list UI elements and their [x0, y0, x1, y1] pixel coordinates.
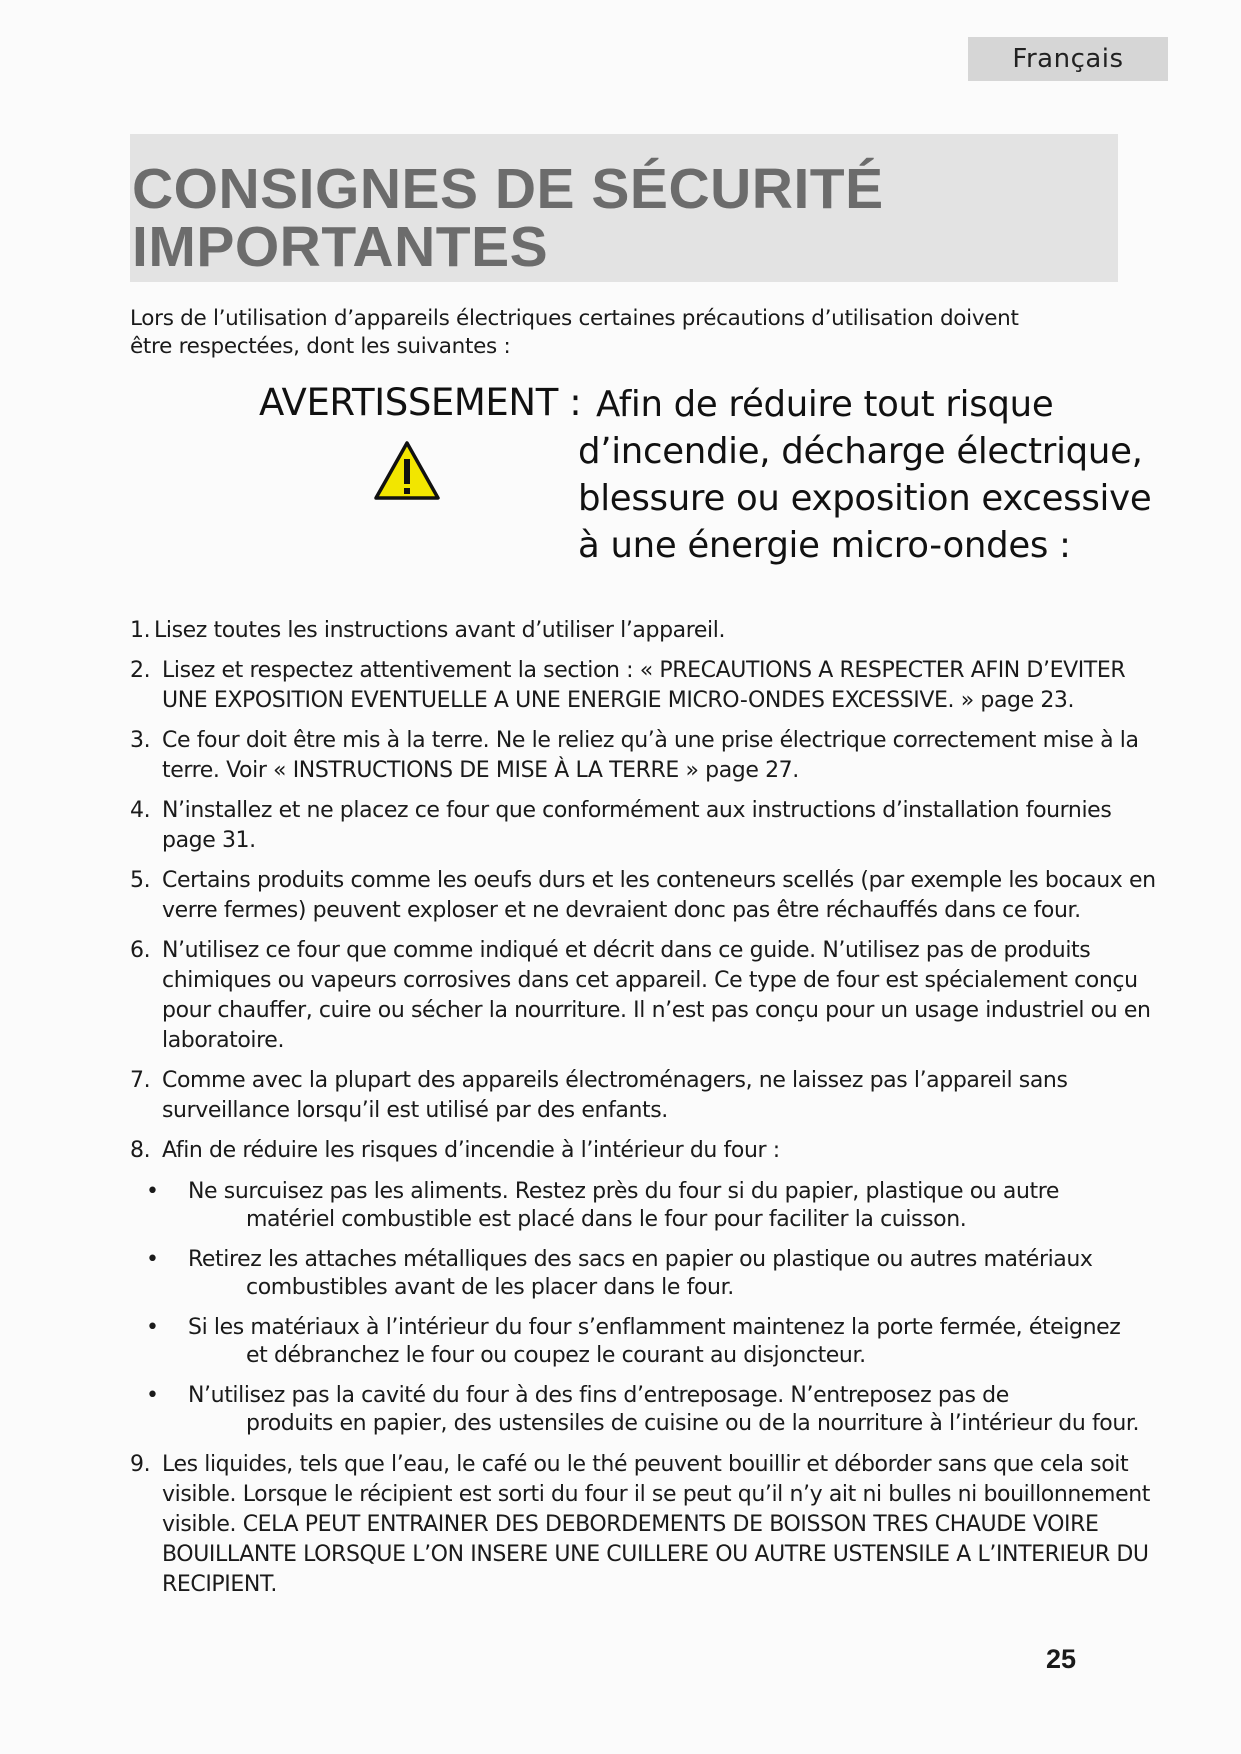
bullet-text: Si les matériaux à l’intérieur du four s’enflamment maintenez la porte fermée, éteignez	[188, 1315, 1121, 1340]
bullet-text: Retirez les attaches métalliques des sacs en papier ou plastique ou autres matériaux	[188, 1247, 1093, 1272]
title-banner	[130, 134, 1118, 282]
item-number: 2.	[130, 658, 151, 683]
list-item	[130, 1066, 1160, 1126]
list-item	[130, 726, 1160, 786]
bullet-dot: •	[146, 1383, 159, 1408]
item-number: 3.	[130, 728, 151, 753]
safety-instructions-list	[130, 616, 1160, 1610]
bullet-item	[146, 1246, 1160, 1302]
list-item	[130, 866, 1160, 926]
item-number: 9.	[130, 1452, 151, 1477]
bullet-text: Ne surcuisez pas les aliments. Restez près du four si du papier, plastique ou autre	[188, 1179, 1060, 1204]
bullet-item	[146, 1178, 1160, 1234]
bullet-text: combustibles avant de les placer dans le four.	[246, 1275, 734, 1300]
warning-line: blessure ou exposition excessive	[578, 478, 1152, 519]
warning-label: AVERTISSEMENT :	[259, 381, 582, 424]
item-number: 6.	[130, 938, 151, 963]
warning-line: à une énergie micro-ondes :	[578, 525, 1071, 566]
warning-text	[578, 381, 1152, 569]
bullet-text: et débranchez le four ou coupez le courant au disjoncteur.	[246, 1343, 866, 1368]
title-line-1: CONSIGNES DE SÉCURITÉ	[132, 157, 884, 221]
item-number: 8.	[130, 1138, 151, 1163]
bullet-item	[146, 1314, 1160, 1370]
item-number: 4.	[130, 798, 151, 823]
list-item	[130, 936, 1160, 1056]
item-text: Les liquides, tels que l’eau, le café ou le thé peuvent bouillir et déborder sans que cela soit visible. Lorsque le récipient est sorti du four il se peut qu’il n’y ait ni bulles ni bouillonnement visible. CELA PEUT ENTRAINER DES DEBORDEMENTS DE BOISSON TRES CHAUDE VOIRE BOUILLANTE LORSQUE L’ON INSERE UNE CUILLERE OU AUTRE USTENSILE A L’INTERIEUR DU RECIPIENT.	[162, 1452, 1150, 1597]
item-text: Lisez et respectez attentivement la section : « PRECAUTIONS A RESPECTER AFIN D’EVITER UNE EXPOSITION EVENTUELLE A UNE ENERGIE MICRO-ONDES EXCESSIVE. » page 23.	[162, 658, 1126, 713]
warning-triangle-icon	[373, 440, 441, 502]
item-text: N’utilisez ce four que comme indiqué et décrit dans ce guide. N’utilisez pas de produits chimiques ou vapeurs corrosives dans cet appareil. Ce type de four est spécialement conçu pour chauffer, cuire ou sécher la nourriture. Il n’est pas conçu pour un usage industriel ou en laboratoire.	[162, 938, 1151, 1053]
page-title	[132, 157, 1118, 279]
bullet-text: matériel combustible est placé dans le four pour faciliter la cuisson.	[246, 1207, 967, 1232]
bullet-dot: •	[146, 1315, 159, 1340]
item-text: Comme avec la plupart des appareils électroménagers, ne laissez pas l’appareil sans surveillance lorsqu’il est utilisé par des enfants.	[162, 1068, 1068, 1123]
item-number: 5.	[130, 868, 151, 893]
language-tab: Français	[968, 37, 1168, 81]
item-text: Lisez toutes les instructions avant d’utiliser l’appareil.	[154, 618, 726, 643]
intro-paragraph: Lors de l’utilisation d’appareils électriques certaines précautions d’utilisation doivent être respectées, dont les suivantes :	[130, 306, 1019, 359]
item-text: Afin de réduire les risques d’incendie à l’intérieur du four :	[162, 1138, 780, 1163]
bullet-item	[146, 1382, 1160, 1438]
item-text: N’installez et ne placez ce four que conformément aux instructions d’installation fournies page 31.	[162, 798, 1112, 853]
bullet-text: produits en papier, des ustensiles de cuisine ou de la nourriture à l’intérieur du four.	[246, 1411, 1140, 1436]
item-number: 1.	[130, 618, 151, 643]
bullet-dot: •	[146, 1247, 159, 1272]
title-line-2: IMPORTANTES	[132, 215, 549, 279]
bullet-dot: •	[146, 1179, 159, 1204]
warning-line: d’incendie, décharge électrique,	[578, 431, 1143, 472]
item-text: Certains produits comme les oeufs durs et les conteneurs scellés (par exemple les bocaux en verre fermes) peuvent exploser et ne devraient donc pas être réchauffés dans ce four.	[162, 868, 1156, 923]
list-item	[130, 656, 1160, 716]
list-item	[130, 1136, 1160, 1166]
list-item	[130, 616, 1160, 646]
page-number: 25	[1046, 1644, 1077, 1674]
item-text: Ce four doit être mis à la terre. Ne le reliez qu’à une prise électrique correctement mise à la terre. Voir « INSTRUCTIONS DE MISE À LA TERRE » page 27.	[162, 728, 1139, 783]
bullet-text: N’utilisez pas la cavité du four à des fins d’entreposage. N’entreposez pas de	[188, 1383, 1009, 1408]
list-item	[130, 796, 1160, 856]
item-number: 7.	[130, 1068, 151, 1093]
warning-line: Afin de réduire tout risque	[596, 384, 1054, 425]
list-item	[130, 1450, 1160, 1600]
